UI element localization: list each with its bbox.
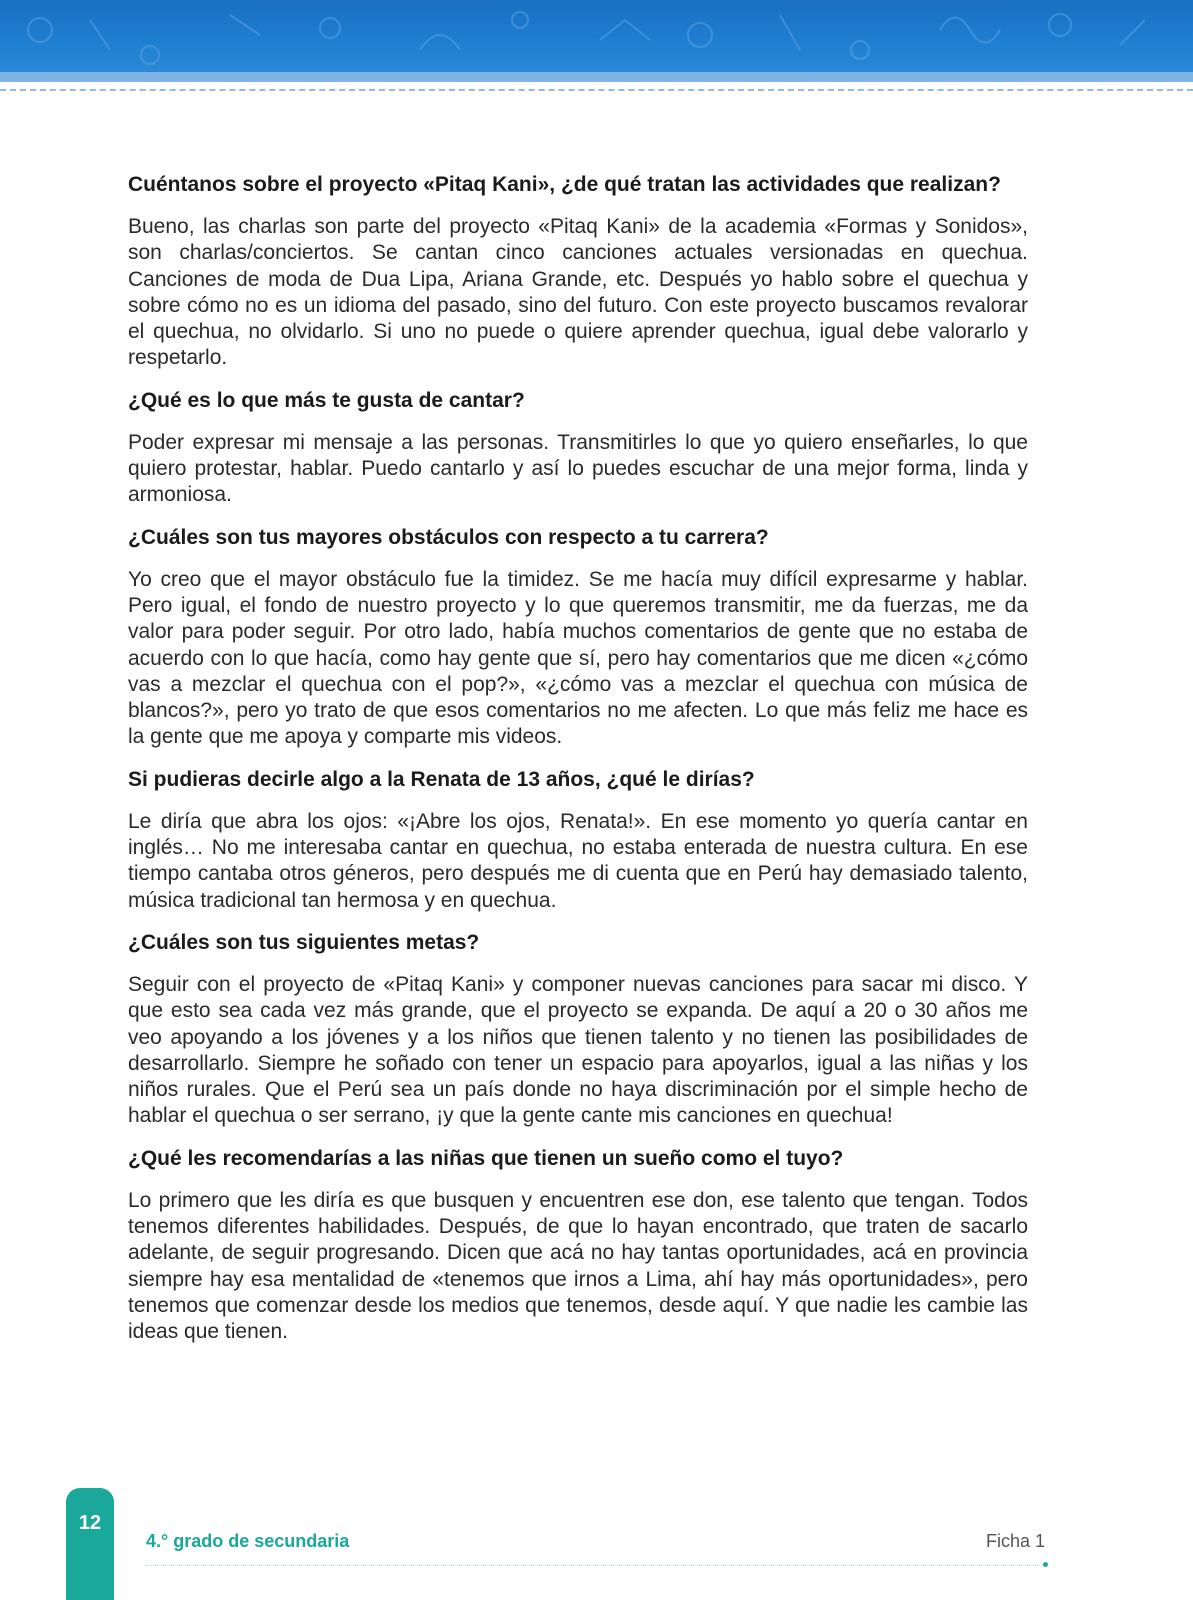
footer-grade-label: 4.° grado de secundaria: [146, 1531, 350, 1551]
question-2: ¿Qué es lo que más te gusta de cantar?: [128, 388, 525, 412]
footer-ficha-label: Ficha 1: [985, 1531, 1045, 1551]
question-6: ¿Qué les recomendarías a las niñas que tienen un sueño como el tuyo?: [128, 1146, 844, 1170]
question-4: Si pudieras decirle algo a la Renata de 13 años, ¿qué le dirías?: [128, 767, 755, 791]
question-5: ¿Cuáles son tus siguientes metas?: [128, 930, 480, 954]
footer-divider: [146, 1565, 1046, 1566]
answer-6: Lo primero que les diría es que busquen y encuentren ese don, ese talento que tengan. Todos tenemos diferentes habilidades. Después, de que lo hayan encontrado, que traten de sacarlo adelante, de seguir progresando. Dicen que acá no hay tantas oportunidades, acá en provincia siempre hay esa mentalidad de «tenemos que irnos a Lima, ahí hay más oportunidades», pero tenemos que comenzar desde los medios que tenemos, desde aquí. Y que nadie les cambie las ideas que tienen.: [128, 1188, 1028, 1344]
header-dashed-divider: [0, 89, 1193, 91]
answer-3: Yo creo que el mayor obstáculo fue la timidez. Se me hacía muy difícil expresarme y hablar. Pero igual, el fondo de nuestro proyecto y lo que queremos transmitir, me da fuerzas, me da valor para poder seguir. Por otro lado, había muchos comentarios de gente que no estaba de acuerdo con lo que hacía, como hay gente que sí, pero hay comentarios que me dicen «¿cómo vas a mezclar el quechua con el pop?», «¿cómo vas a mezclar el quechua con música de blancos?», pero yo trato de que esos comentarios no me afecten. Lo que más feliz me hace es la gente que me apoya y comparte mis videos.: [128, 567, 1028, 749]
answer-1: Bueno, las charlas son parte del proyecto «Pitaq Kani» de la academia «Formas y Sonidos», son charlas/conciertos. Se cantan cinco canciones actuales versionadas en quechua. Canciones de moda de Dua Lipa, Ariana Grande, etc. Después yo hablo sobre el quechua y sobre cómo no es un idioma del pasado, sino del futuro. Con este proyecto buscamos revalorar el quechua, no olvidarlo. Si uno no puede o quiere aprender quechua, igual debe valorarlo y respetarlo.: [128, 215, 1028, 370]
question-1: Cuéntanos sobre el proyecto «Pitaq Kani», ¿de qué tratan las actividades que realizan?: [128, 173, 1001, 196]
page-number-tab: [66, 1488, 114, 1600]
page-number: 12: [78, 1512, 102, 1534]
answer-2: Poder expresar mi mensaje a las personas. Transmitirles lo que yo quiero enseñarles, lo que quiero protestar, hablar. Puedo cantarlo y así lo puedes escuchar de una mejor forma, linda y armoniosa.: [128, 430, 1028, 507]
header-stripe: [0, 72, 1193, 82]
answer-5: Seguir con el proyecto de «Pitaq Kani» y componer nuevas canciones para sacar mi disco. Y que esto sea cada vez más grande, que el proyecto se expanda. De aquí a 20 o 30 años me veo apoyando a los jóvenes y a los niños que tienen talento y no tienen las posibilidades de desarrollarlo. Siempre he soñado con tener un espacio para apoyarlos, igual a las niñas y los niños rurales. Que el Perú sea un país donde no haya discriminación por el simple hecho de hablar el quechua o ser serrano, ¡y que la gente cante mis canciones en quechua!: [128, 972, 1028, 1128]
question-3: ¿Cuáles son tus mayores obstáculos con respecto a tu carrera?: [128, 525, 769, 549]
header-banner: [0, 0, 1193, 72]
footer-dot-icon: [1043, 1562, 1048, 1567]
doodle-pattern-icon: [0, 0, 1193, 72]
answer-4: Le diría que abra los ojos: «¡Abre los ojos, Renata!». En ese momento yo quería cantar en inglés… No me interesaba cantar en quechua, no estaba enterada de nuestra cultura. En ese tiempo cantaba otros géneros, pero después me di cuenta que en Perú hay demasiado talento, música tradicional tan hermosa y en quechua.: [128, 809, 1028, 912]
interview-body: [128, 172, 1028, 1362]
